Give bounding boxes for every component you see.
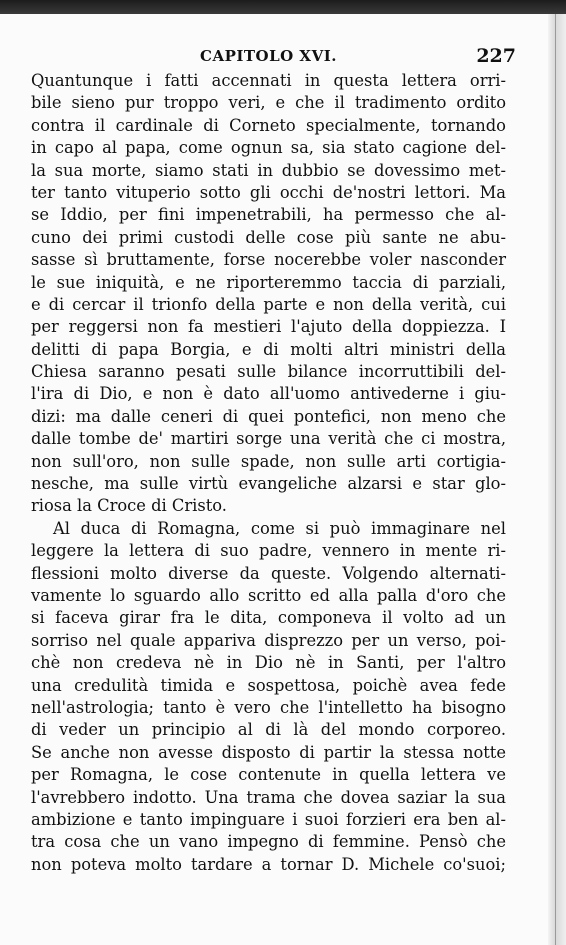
text-line: la sua morte, siamo stati in dubbio se dovessimo met- [31,160,506,180]
text-line: in capo al papa, come ognun sa, sia stato cagione del- [31,138,506,158]
fore-edge-line [555,14,556,945]
text-line: per Romagna, le cose contenute in quella lettera ve [31,765,506,785]
text-line: non sull'oro, non sulle spade, non sulle arti cortigia- [31,451,506,471]
text-line: tra cosa che un vano impegno di femmine. Pensò che [31,832,506,852]
text-line: ter tanto vituperio sotto gli occhi de'nostri lettori. Ma [31,182,506,202]
body-text [31,70,506,876]
text-line: e di cercar il trionfo della parte e non della verità, cui [31,294,506,314]
text-line: Se anche non avesse disposto di partir la stessa notte [31,742,506,762]
book-fore-edge [548,14,566,945]
text-line: non poteva molto tardare a tornar D. Michele co'suoi; [31,854,506,874]
text-line: sorriso nel quale appariva disprezzo per un verso, poi- [31,630,506,650]
text-line: Chiesa saranno pesati sulle bilance incorruttibili del- [31,362,506,382]
text-line: contra il cardinale di Corneto specialmente, tornando [31,115,506,135]
text-line: si faceva girar fra le dita, componeva il volto ad un [31,608,506,628]
chapter-heading: CAPITOLO XVI. [200,47,337,65]
text-line: bile sieno pur troppo veri, e che il tradimento ordito [31,93,506,113]
text-line: vamente lo sguardo allo scritto ed alla palla d'oro che [31,585,506,605]
text-line: dizi: ma dalle ceneri di quei pontefici, non meno che [31,406,506,426]
text-line: ambizione e tanto impinguare i suoi forzieri era ben al- [31,809,506,829]
text-line: una credulità timida e sospettosa, poichè avea fede [31,675,506,695]
text-line: dalle tombe de' martiri sorge una verità che ci mostra, [31,429,506,449]
text-line: nell'astrologia; tanto è vero che l'intelletto ha bisogno [31,697,506,717]
text-line: leggere la lettera di suo padre, vennero in mente ri- [31,541,506,561]
scan-top-border [0,0,566,14]
text-line: di veder un principio al di là del mondo corporeo. [31,720,506,740]
running-header [30,45,520,71]
page-number: 227 [476,45,516,67]
text-line: delitti di papa Borgia, e di molti altri ministri della [31,339,506,359]
text-line: Quantunque i fatti accennati in questa lettera orri- [31,71,506,90]
text-line: riosa la Croce di Cristo. [31,496,227,516]
text-line: nesche, ma sulle virtù evangeliche alzarsi e star glo- [31,474,506,494]
text-line: flessioni molto diverse da queste. Volgendo alternati- [31,563,506,583]
text-line: chè non credeva nè in Dio nè in Santi, per l'altro [31,653,506,673]
text-line: per reggersi non fa mestieri l'ajuto della doppiezza. I [31,317,506,337]
text-line: Al duca di Romagna, come si può immaginare nel [53,518,506,538]
text-line: l'ira di Dio, e non è dato all'uomo antivederne i giu- [31,384,506,404]
text-line: se Iddio, per fini impenetrabili, ha permesso che al- [31,205,506,225]
text-line: le sue iniquità, e ne riporteremmo taccia di parziali, [31,272,506,292]
text-line: sasse sì bruttamente, forse nocerebbe voler nasconder [31,250,506,270]
text-line: cuno dei primi custodi delle cose più sante ne abu- [31,227,506,247]
text-line: l'avrebbero indotto. Una trama che dovea saziar la sua [31,787,506,807]
